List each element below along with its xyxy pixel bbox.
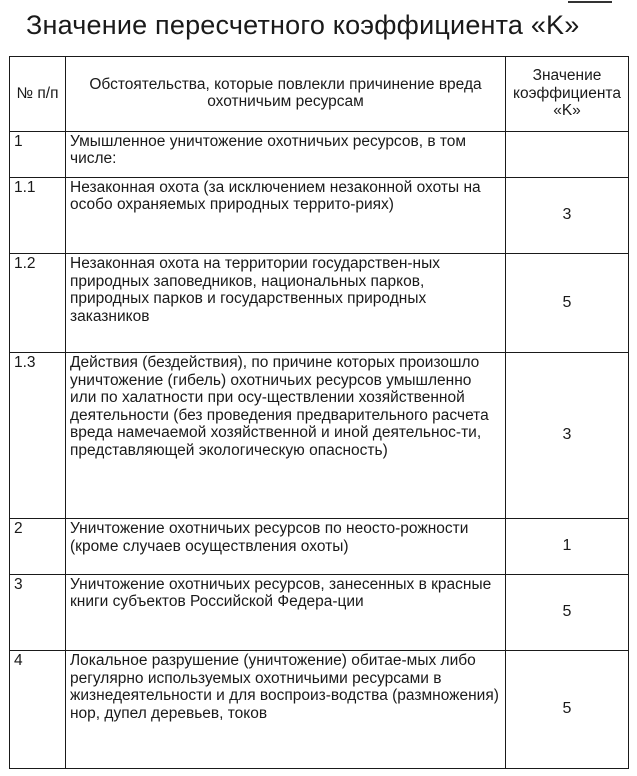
header-circumstance: Обстоятельства, которые повлекли причинение вреда охотничьим ресурсам xyxy=(66,57,506,132)
table-row xyxy=(10,131,629,177)
table-row xyxy=(10,177,629,254)
top-rule xyxy=(568,1,612,3)
row-value: 5 xyxy=(506,574,629,651)
row-value: 5 xyxy=(506,254,629,353)
row-value: 5 xyxy=(506,651,629,769)
page-title: Значение пересчетного коэффициента «K» xyxy=(26,10,580,40)
row-value: 1 xyxy=(506,519,629,574)
table-row xyxy=(10,353,629,519)
row-num: 1.1 xyxy=(10,177,66,254)
table-header-row xyxy=(10,57,629,132)
row-text: Незаконная охота (за исключением незаконной охоты на особо охраняемых природных террито-риях) xyxy=(66,177,506,254)
header-value: Значение коэффициента «K» xyxy=(506,57,629,132)
row-num: 1 xyxy=(10,131,66,177)
row-text: Умышленное уничтожение охотничьих ресурсов, в том числе: xyxy=(66,131,506,177)
row-value: 3 xyxy=(506,353,629,519)
row-text: Незаконная охота на территории государствен-ных природных заповедников, национальных парков, природных парков и государственных природных заказников xyxy=(66,254,506,353)
header-num: № п/п xyxy=(10,57,66,132)
row-value: 3 xyxy=(506,177,629,254)
row-num: 4 xyxy=(10,651,66,769)
table-row xyxy=(10,519,629,574)
coefficient-table xyxy=(9,56,629,769)
table-row xyxy=(10,574,629,651)
row-num: 1.3 xyxy=(10,353,66,519)
row-text: Уничтожение охотничьих ресурсов по неосто-рожности (кроме случаев осуществления охоты) xyxy=(66,519,506,574)
row-num: 1.2 xyxy=(10,254,66,353)
table-row xyxy=(10,254,629,353)
row-num: 3 xyxy=(10,574,66,651)
row-text: Действия (бездействия), по причине которых произошло уничтожение (гибель) охотничьих ресурсов умышленно или по халатности при осу-ществлении хозяйственной деятельности (без проведения предварительного расчета вреда намечаемой хозяйственной и иной деятельнос-ти, представляющей экологическую опасность) xyxy=(66,353,506,519)
row-num: 2 xyxy=(10,519,66,574)
row-text: Уничтожение охотничьих ресурсов, занесенных в красные книги субъектов Российской Федера-ции xyxy=(66,574,506,651)
row-text: Локальное разрушение (уничтожение) обитае-мых либо регулярно используемых охотничьими ресурсами в жизнедеятельности и для воспроиз-водства (размножения) нор, дупел деревьев, токов xyxy=(66,651,506,769)
table-row xyxy=(10,651,629,769)
row-value xyxy=(506,131,629,177)
